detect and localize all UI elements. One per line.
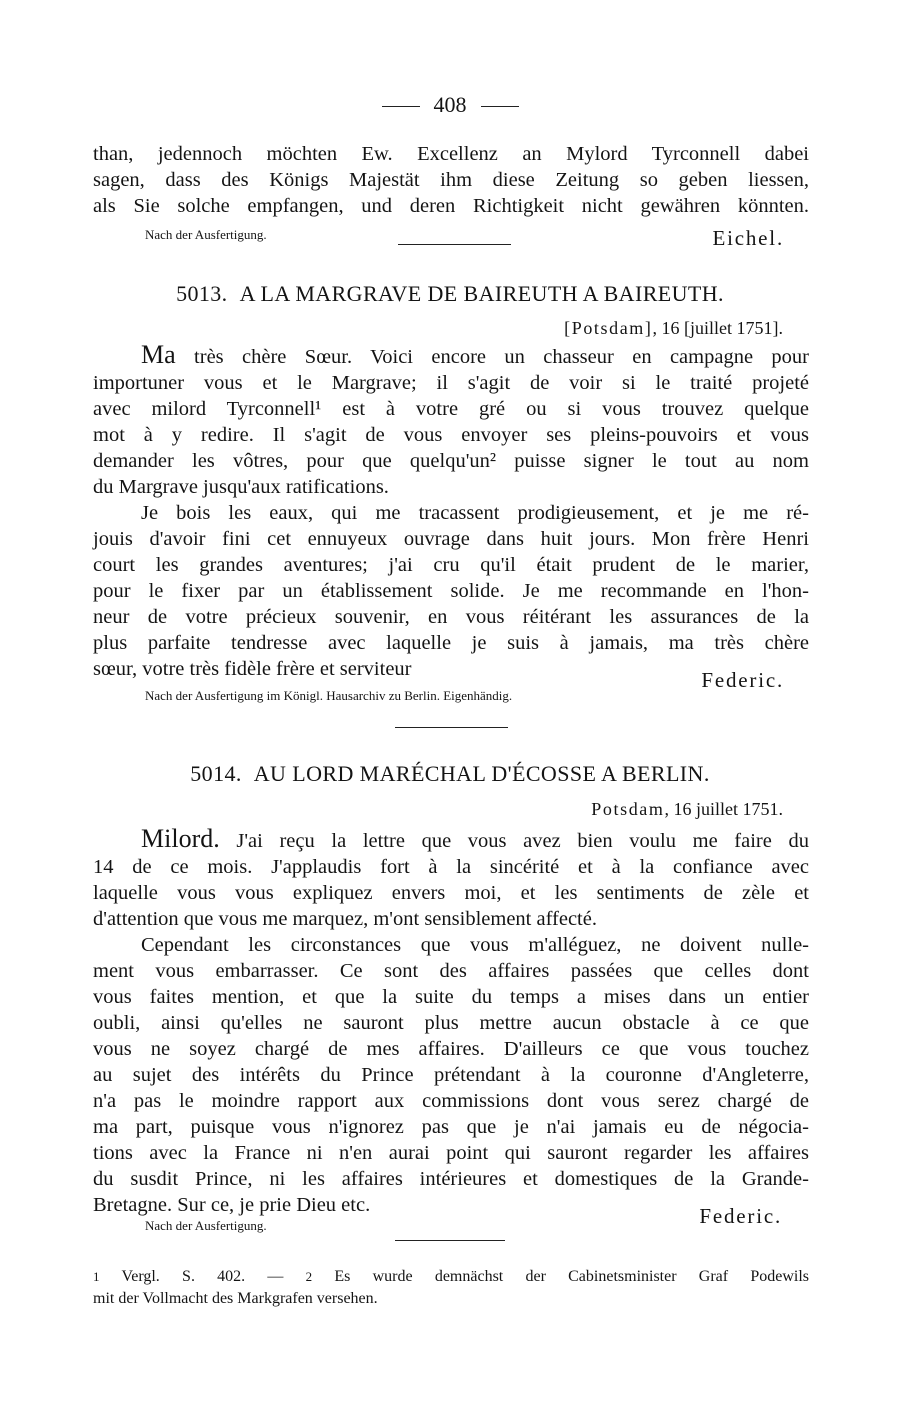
text-line: als Sie solche empfangen, und deren Richtigkeit nicht gewähren könnten.	[93, 195, 809, 217]
text-line: oubli, ainsi qu'elles ne sauront plus mettre aucun obstacle à ce que	[93, 1012, 809, 1034]
drop-word: Ma	[141, 340, 176, 369]
separator-rule	[395, 1240, 505, 1241]
header-dash-right	[481, 106, 519, 107]
text-line: du susdit Prince, ni les affaires intérieures et domestiques de la Grande-	[93, 1168, 809, 1190]
text-line	[93, 342, 809, 370]
text-line: tions avec la France ni n'en aurai point qui sauront regarder les affaires	[93, 1142, 809, 1164]
text-line: plus parfaite tendresse avec laquelle je suis à jamais, ma très chère	[93, 632, 809, 654]
text-line: du Margrave jusqu'aux ratifications.	[93, 476, 389, 498]
text-line	[93, 826, 809, 854]
line-rest: J'ai reçu la lettre que vous avez bien voulu me faire du	[219, 830, 809, 852]
text-line: 14 de ce mois. J'applaudis fort à la sincérité et à la confiance avec	[93, 856, 809, 878]
text-line: mot à y redire. Il s'agit de vous envoyer ses pleins-pouvoirs et vous	[93, 424, 809, 446]
text-line: Bretagne. Sur ce, je prie Dieu etc.	[93, 1194, 371, 1216]
letter-5014-signature: Federic.	[699, 1204, 782, 1228]
separator-rule	[398, 244, 511, 245]
letter-5013-date	[564, 318, 783, 339]
letter-5013-date-place: [Potsdam]	[564, 318, 653, 338]
letter-5014-date	[591, 799, 783, 820]
text-line: court les grandes aventures; j'ai cru qu'il était prudent de le marier,	[93, 554, 809, 576]
footnote-1-number: 1	[93, 1269, 100, 1284]
text-line: importuner vous et le Margrave; il s'agit de voir si le traité projeté	[93, 372, 809, 394]
page-header	[0, 92, 900, 118]
letter-5013-heading: A LA MARGRAVE DE BAIREUTH A BAIREUTH.	[239, 281, 724, 306]
page-number: 408	[433, 92, 467, 117]
text-line: ma part, puisque vous n'ignorez pas que je n'ai jamais eu de négocia-	[93, 1116, 809, 1138]
text-line: laquelle vous vous expliquez envers moi, et les sentiments de zèle et	[93, 882, 809, 904]
text-line: jouis d'avoir fini cet ennuyeux ouvrage dans huit jours. Mon frère Henri	[93, 528, 809, 550]
drop-word: Milord.	[141, 824, 220, 853]
letter-5014-title	[0, 761, 900, 787]
letter-5013-source-note: Nach der Ausfertigung im Königl. Hausarchiv zu Berlin. Eigenhändig.	[145, 688, 513, 703]
letter-5013-date-rest: , 16 [juillet 1751].	[652, 318, 783, 338]
text-line: ment vous embarrasser. Ce sont des affaires passées que celles dont	[93, 960, 809, 982]
line-rest: très chère Sœur. Voici encore un chasseur en campagne pour	[175, 346, 809, 368]
intro-signature: Eichel.	[712, 226, 784, 250]
text-line: sagen, dass des Königs Majestät ihm diese Zeitung so geben liessen,	[93, 169, 809, 191]
text-line: Cependant les circonstances que vous m'alléguez, ne doivent nulle-	[141, 934, 809, 956]
text-line: n'a pas le moindre rapport aux commissions dont vous serez chargé de	[93, 1090, 809, 1112]
header-dash-left	[382, 106, 420, 107]
letter-5014-heading: AU LORD MARÉCHAL D'ÉCOSSE A BERLIN.	[253, 761, 710, 786]
text-line: avec milord Tyrconnell¹ est à votre gré ou si vous trouvez quelque	[93, 398, 809, 420]
separator-rule	[395, 727, 508, 728]
text-line: demander les vôtres, pour que quelqu'un² puisse signer le tout au nom	[93, 450, 809, 472]
text-line: pour le fixer par un établissement solide. Je me recommande en l'hon-	[93, 580, 809, 602]
footnote-line: mit der Vollmacht des Markgrafen versehen.	[93, 1290, 378, 1307]
letter-5014-number: 5014.	[190, 761, 242, 786]
text-line: vous ne soyez chargé de mes affaires. D'ailleurs ce que vous touchez	[93, 1038, 809, 1060]
text-line: Je bois les eaux, qui me tracassent prodigieusement, et je me ré-	[141, 502, 809, 524]
footnote-line	[93, 1266, 809, 1288]
letter-5014-date-rest: , 16 juillet 1751.	[664, 799, 783, 819]
intro-paragraph	[93, 141, 809, 219]
letter-5013-number: 5013.	[176, 281, 228, 306]
letter-5013-title	[0, 281, 900, 307]
letter-5013-signature: Federic.	[701, 668, 784, 692]
letter-5014-body	[93, 826, 809, 1218]
text-line: d'attention que vous me marquez, m'ont sensiblement affecté.	[93, 908, 597, 930]
letter-5013-body	[93, 342, 809, 682]
letter-5014-source-note: Nach der Ausfertigung.	[145, 1218, 267, 1233]
footnote-2-text: Es wurde demnächst der Cabinetsminister Graf Podewils	[312, 1268, 810, 1285]
intro-source-note: Nach der Ausfertigung.	[145, 227, 267, 242]
text-line: sœur, votre très fidèle frère et serviteur	[93, 658, 412, 680]
text-line: vous faites mention, et que la suite du temps a mises dans un entier	[93, 986, 809, 1008]
text-line: au sujet des intérêts du Prince prétendant à la couronne d'Angleterre,	[93, 1064, 809, 1086]
footnote-2-number: 2	[305, 1269, 313, 1284]
footnotes	[93, 1266, 809, 1310]
footnote-1-text: Vergl. S. 402. —	[99, 1268, 306, 1285]
letter-5014-date-place: Potsdam	[591, 799, 665, 819]
text-line: neur de votre précieux souvenir, en vous réitérant les assurances de la	[93, 606, 809, 628]
text-line: than, jedennoch möchten Ew. Excellenz an Mylord Tyrconnell dabei	[93, 143, 809, 165]
